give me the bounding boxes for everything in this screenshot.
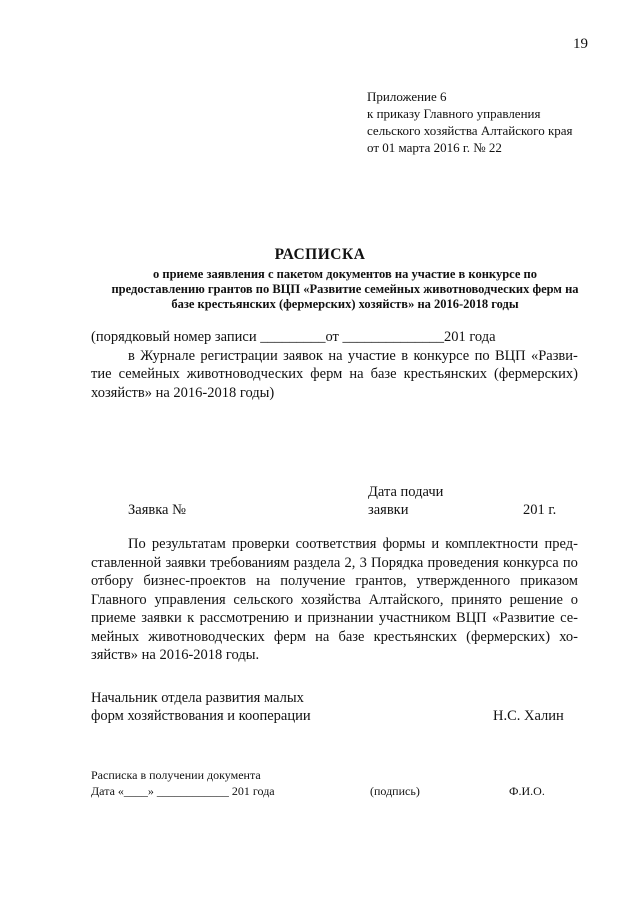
result-line — [91, 572, 578, 591]
word: тие — [91, 366, 112, 382]
signer-name: Н.С. Халин — [493, 708, 564, 724]
word: пред- — [544, 536, 578, 552]
word: ВЦП — [456, 610, 487, 626]
word: участие — [347, 347, 396, 364]
result-line — [91, 554, 578, 573]
word: на — [315, 628, 330, 645]
word: в — [128, 347, 135, 364]
record-line: (порядковый номер записи _________от ______________201 года — [91, 329, 496, 345]
word: утвержденного — [416, 573, 511, 589]
word: семейных — [118, 366, 180, 382]
word: по — [562, 554, 578, 571]
word: животноводческих — [186, 366, 304, 382]
word: крестьянских — [403, 366, 488, 382]
document-subtitle — [110, 267, 580, 312]
word: участником — [378, 610, 451, 626]
result-paragraph — [91, 535, 578, 665]
result-line — [91, 591, 578, 610]
word: раздела — [293, 554, 341, 571]
word: 3 — [359, 554, 367, 571]
word: принято — [451, 591, 502, 608]
word: ставленной — [91, 554, 162, 571]
word: формы — [382, 536, 426, 552]
appendix-line: от 01 марта 2016 г. № 22 — [367, 140, 502, 155]
word: требованиям — [210, 554, 290, 571]
subtitle-line: базе крестьянских (фермерских) хозяйств» на 2016-2018 годы — [171, 297, 519, 311]
word: мейных — [91, 628, 140, 645]
word: базе — [370, 366, 397, 382]
word: Порядка — [371, 554, 424, 571]
word: отбору — [91, 573, 134, 589]
result-line — [91, 628, 578, 647]
word: управления — [154, 591, 226, 608]
word: на — [328, 347, 343, 364]
word: базе — [338, 628, 365, 645]
word: рассмотрению — [199, 610, 289, 626]
record-line — [91, 365, 578, 384]
word: Алтайского, — [368, 591, 444, 608]
word: получение — [280, 573, 346, 589]
date-label-2: заявки — [368, 502, 409, 518]
appendix-line: сельского хозяйства Алтайского края — [367, 123, 573, 138]
word: се- — [560, 610, 578, 626]
word: (фермерских) — [494, 366, 578, 382]
word: Главного — [91, 591, 147, 608]
word: результатам — [151, 536, 226, 552]
word: заявки — [165, 554, 206, 571]
appendix-line: Приложение 6 — [367, 89, 447, 104]
subtitle-line: о приеме заявления с пакетом документов на участие в конкурсе по — [153, 267, 537, 281]
word: бизнес-проектов — [143, 573, 247, 589]
word: комплектности — [445, 536, 539, 552]
receipt-date-line: Дата «____» ____________ 201 года — [91, 784, 275, 798]
word: и — [294, 610, 303, 626]
result-line — [91, 535, 578, 554]
signer-position-line: Начальник отдела развития малых — [91, 690, 304, 706]
word: 2, — [344, 554, 356, 571]
word: ферм — [273, 628, 306, 645]
word: в — [401, 347, 409, 364]
word: крестьянских — [373, 628, 458, 645]
record-paragraph — [91, 328, 578, 402]
word: По — [128, 536, 146, 552]
page-number: 19 — [573, 36, 588, 52]
fio-caption: Ф.И.О. — [509, 784, 545, 798]
word: о — [570, 591, 578, 608]
subtitle-line: предоставлению грантов по ВЦП «Развитие семейных животноводческих ферм на — [111, 282, 579, 296]
signature-caption: (подпись) — [370, 784, 420, 798]
appendix-line: к приказу Главного управления — [367, 106, 541, 121]
word: заявки — [141, 610, 182, 626]
word: ВЦП — [494, 347, 526, 364]
word: конкурсе — [413, 347, 470, 364]
date-label: Дата подачи — [368, 484, 444, 500]
word: проведения — [427, 554, 499, 571]
word: регистрации — [200, 347, 278, 364]
application-number-label: Заявка № — [128, 502, 186, 518]
record-line: хозяйств» на 2016-2018 годы) — [91, 384, 275, 401]
word: «Разви- — [530, 347, 578, 364]
word: (фермерских) — [466, 628, 551, 645]
word: «Развитие — [492, 610, 555, 626]
signer-position-line: форм хозяйствования и кооперации — [91, 708, 311, 724]
word: приказом — [520, 573, 578, 589]
word: животноводческих — [148, 628, 265, 645]
word: ферм — [310, 366, 343, 382]
word: решение — [509, 591, 563, 608]
appendix-block — [367, 88, 573, 156]
word: хо- — [559, 628, 578, 645]
word: на — [256, 573, 271, 589]
word: по — [474, 347, 490, 364]
word: признании — [307, 610, 374, 626]
word: конкурса — [502, 554, 559, 571]
word: соответствия — [295, 536, 377, 552]
word: проверки — [231, 536, 290, 552]
word: сельского — [233, 591, 294, 608]
document-title: РАСПИСКА — [274, 246, 366, 263]
word: Журнале — [140, 347, 196, 364]
word: к — [187, 610, 195, 626]
result-line — [91, 609, 578, 628]
word: и — [431, 536, 440, 552]
word: грантов, — [355, 573, 407, 589]
application-year: 201 г. — [523, 502, 557, 518]
word: на — [349, 366, 364, 382]
receipt-label: Расписка в получении документа — [91, 768, 261, 782]
result-line: зяйств» на 2016-2018 годы. — [91, 647, 260, 663]
word: хозяйства — [300, 591, 361, 608]
word: заявок — [283, 347, 323, 364]
record-line — [91, 347, 578, 366]
word: приеме — [91, 610, 136, 626]
